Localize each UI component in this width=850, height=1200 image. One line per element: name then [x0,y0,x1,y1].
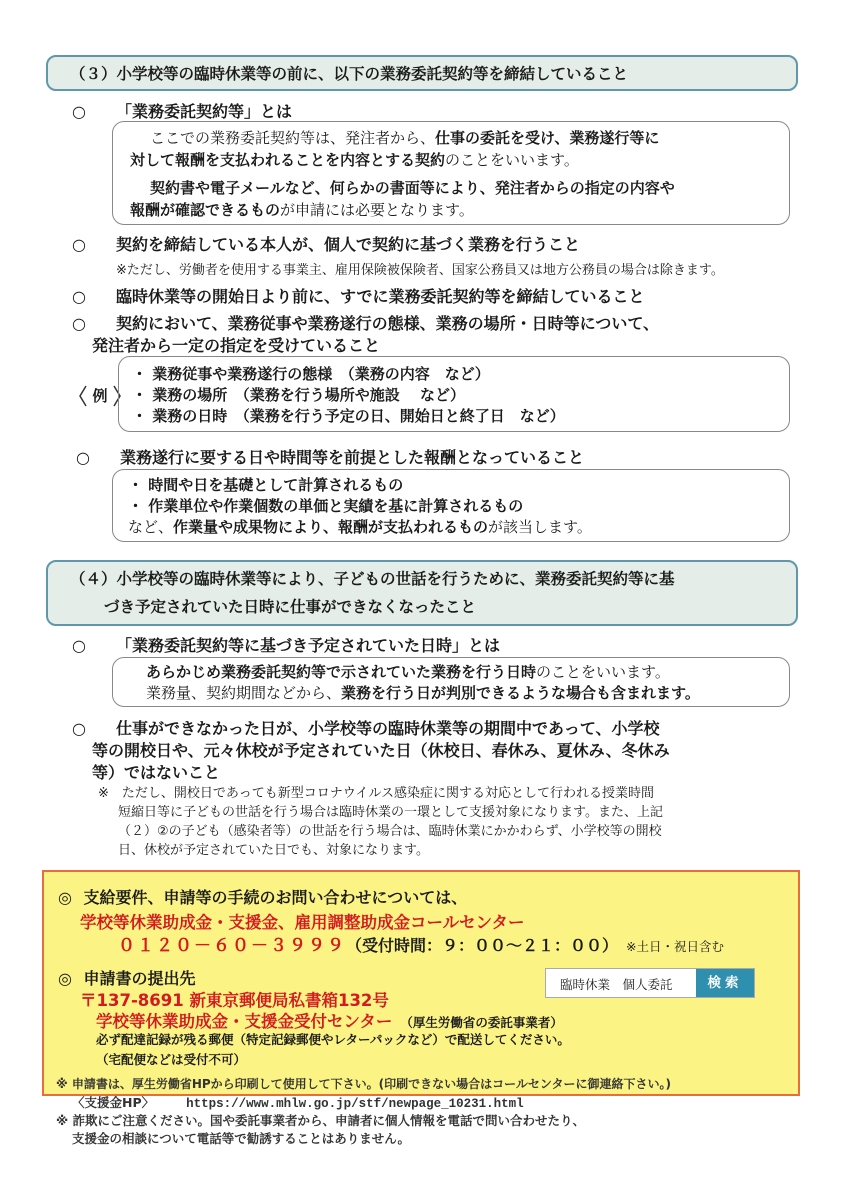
circle-bullet-icon: ○ [72,636,86,655]
call-center-name: 学校等休業助成金・支援金、雇用調整助成金コールセンター [80,913,525,932]
circle-bullet-icon: ○ [72,287,86,306]
double-circle-icon: ◎ [58,888,72,907]
section4-header [46,560,798,626]
section4-note-line3: （２）②の子ども（感染者等）の世話を行う場合は、臨時休業にかかわらず、小学校等の開校 [118,824,662,839]
section4-item1-line3: 等）ではないこと [92,763,221,782]
support-url-link[interactable]: https://www.mhlw.go.jp/stf/newpage_10231.html [186,1097,524,1111]
example-item-3: ・ 業務の日時 （業務を行う予定の日、開始日と終了日 など） [132,407,565,425]
double-circle-icon: ◎ [58,969,72,988]
def-p1-line1: ここでの業務委託契約等は、発注者から、仕事の委託を受け、業務遂行等に [150,129,660,147]
section3-def-heading: ○ 「業務委託契約等」とは [72,102,293,121]
section4-note-line4: 日、休校が予定されていた日でも、対象になります。 [118,843,429,858]
submit-address: 〒137-8691 新東京郵便局私書箱132号 [80,991,389,1010]
item4-bullet-2: ・ 作業単位や作業個数の単価と実績を基に計算されるもの [128,497,524,515]
mail-instruction-note: （宅配便などは受付不可） [96,1052,247,1067]
receiver-line: 学校等休業助成金・支援金受付センター （厚生労働省の委託事業者） [96,1012,563,1031]
def-p2-line1: 契約書や電子メールなど、何らかの書面等により、発注者からの指定の内容や [150,179,675,197]
section3-item1-note: ※ただし、労働者を使用する事業主、雇用保険被保険者、国家公務員又は地方公務員の場合は除きます。 [116,263,724,278]
section4-item1-line2: 等の開校日や、元々休校が予定されていた日（休校日、春休み、夏休み、冬休み [92,741,670,760]
section3-item1: ○ 契約を締結している本人が、個人で契約に基づく業務を行うこと [72,235,581,254]
fraud-warning-line1: ※ 詐欺にご注意ください。国や委託事業者から、申請者に個人情報を電話で問い合わせたり、 [56,1113,586,1128]
item4-bullet-1: ・ 時間や日を基礎として計算されるもの [128,476,404,494]
section3-item3-line1: ○ 契約において、業務従事や業務遂行の態様、業務の場所・日時等について、 [72,314,660,333]
section4-item1-line1: ○ 仕事ができなかった日が、小学校等の臨時休業等の期間中であって、小学校 [72,719,660,738]
section3-item2: ○ 臨時休業等の開始日より前に、すでに業務委託契約等を締結していること [72,287,645,306]
call-center-phone[interactable]: ０１２０－６０－３９９９ [118,936,346,956]
section4-header-line2: づき予定されていた日時に仕事ができなくなったこと [104,598,477,616]
section4-def-line2: 業務量、契約期間などから、業務を行う日が判別できるような場合も含まれます。 [146,684,700,702]
example-label: 例 [78,384,122,408]
circle-bullet-icon: ○ [72,314,86,333]
section3-item3-line2: 発注者から一定の指定を受けていること [92,336,381,355]
circle-bullet-icon: ○ [72,102,86,121]
section4-def-heading: ○ 「業務委託契約等に基づき予定されていた日時」とは [72,636,501,655]
section4-note-line2: 短縮日等に子どもの世話を行う場合は臨時休業の一環として支援対象になります。また、上記 [118,805,663,820]
search-box[interactable] [545,968,755,998]
call-center-phone-line: ０１２０－６０－３９９９（受付時間：９：００～２１：００） ※土日・祝日含む [118,936,724,956]
section4-header-line1: （４）小学校等の臨時休業等により、子どもの世話を行うために、業務委託契約等に基 [70,570,675,588]
circle-bullet-icon: ○ [72,719,86,738]
section3-header [46,55,798,91]
def-p2-line2: 報酬が確認できるものが申請には必要となります。 [130,201,474,219]
section3-header-text: （３）小学校等の臨時休業等の前に、以下の業務委託契約等を締結していること [70,65,629,83]
def-p1-line2: 対して報酬を支払われることを内容とする契約のことをいいます。 [130,151,579,169]
example-item-1: ・ 業務従事や業務遂行の態様 （業務の内容 など） [132,365,490,383]
example-item-2: ・ 業務の場所 （業務を行う場所や施設 など） [132,386,465,404]
search-button[interactable]: 検索 [696,969,754,997]
search-keywords: 臨時休業 個人委託 [560,977,673,992]
contact-title: ◎ 支給要件、申請等の手続のお問い合わせについては、 [58,888,468,907]
fraud-warning-line2: 支援金の相談について電話等で勧誘することはありません。 [72,1131,411,1146]
note-url-line: 〈支援金HP〉 https://www.mhlw.go.jp/stf/newpage_10231.html [72,1095,524,1111]
section4-note-line1: ※ ただし、開校日であっても新型コロナウイルス感染症に関する対応として行われる授業時間 [98,786,654,801]
item4-tail: など、作業量や成果物により、報酬が支払われるものが該当します。 [128,518,592,536]
circle-bullet-icon: ○ [76,448,90,467]
circle-bullet-icon: ○ [72,235,86,254]
section4-def-line1: あらかじめ業務委託契約等で示されていた業務を行う日時のことをいいます。 [146,663,670,681]
note-print: ※ 申請書は、厚生労働省HPから印刷して使用して下さい。(印刷できない場合はコールセンターに御連絡下さい。) [56,1077,671,1091]
submit-title: ◎ 申請書の提出先 [58,969,196,988]
mail-instruction: 必ず配達記録が残る郵便（特定記録郵便やレターパックなど）で配送してください。 [96,1032,570,1047]
section3-item4: ○ 業務遂行に要する日や時間等を前提とした報酬となっていること [76,448,585,467]
